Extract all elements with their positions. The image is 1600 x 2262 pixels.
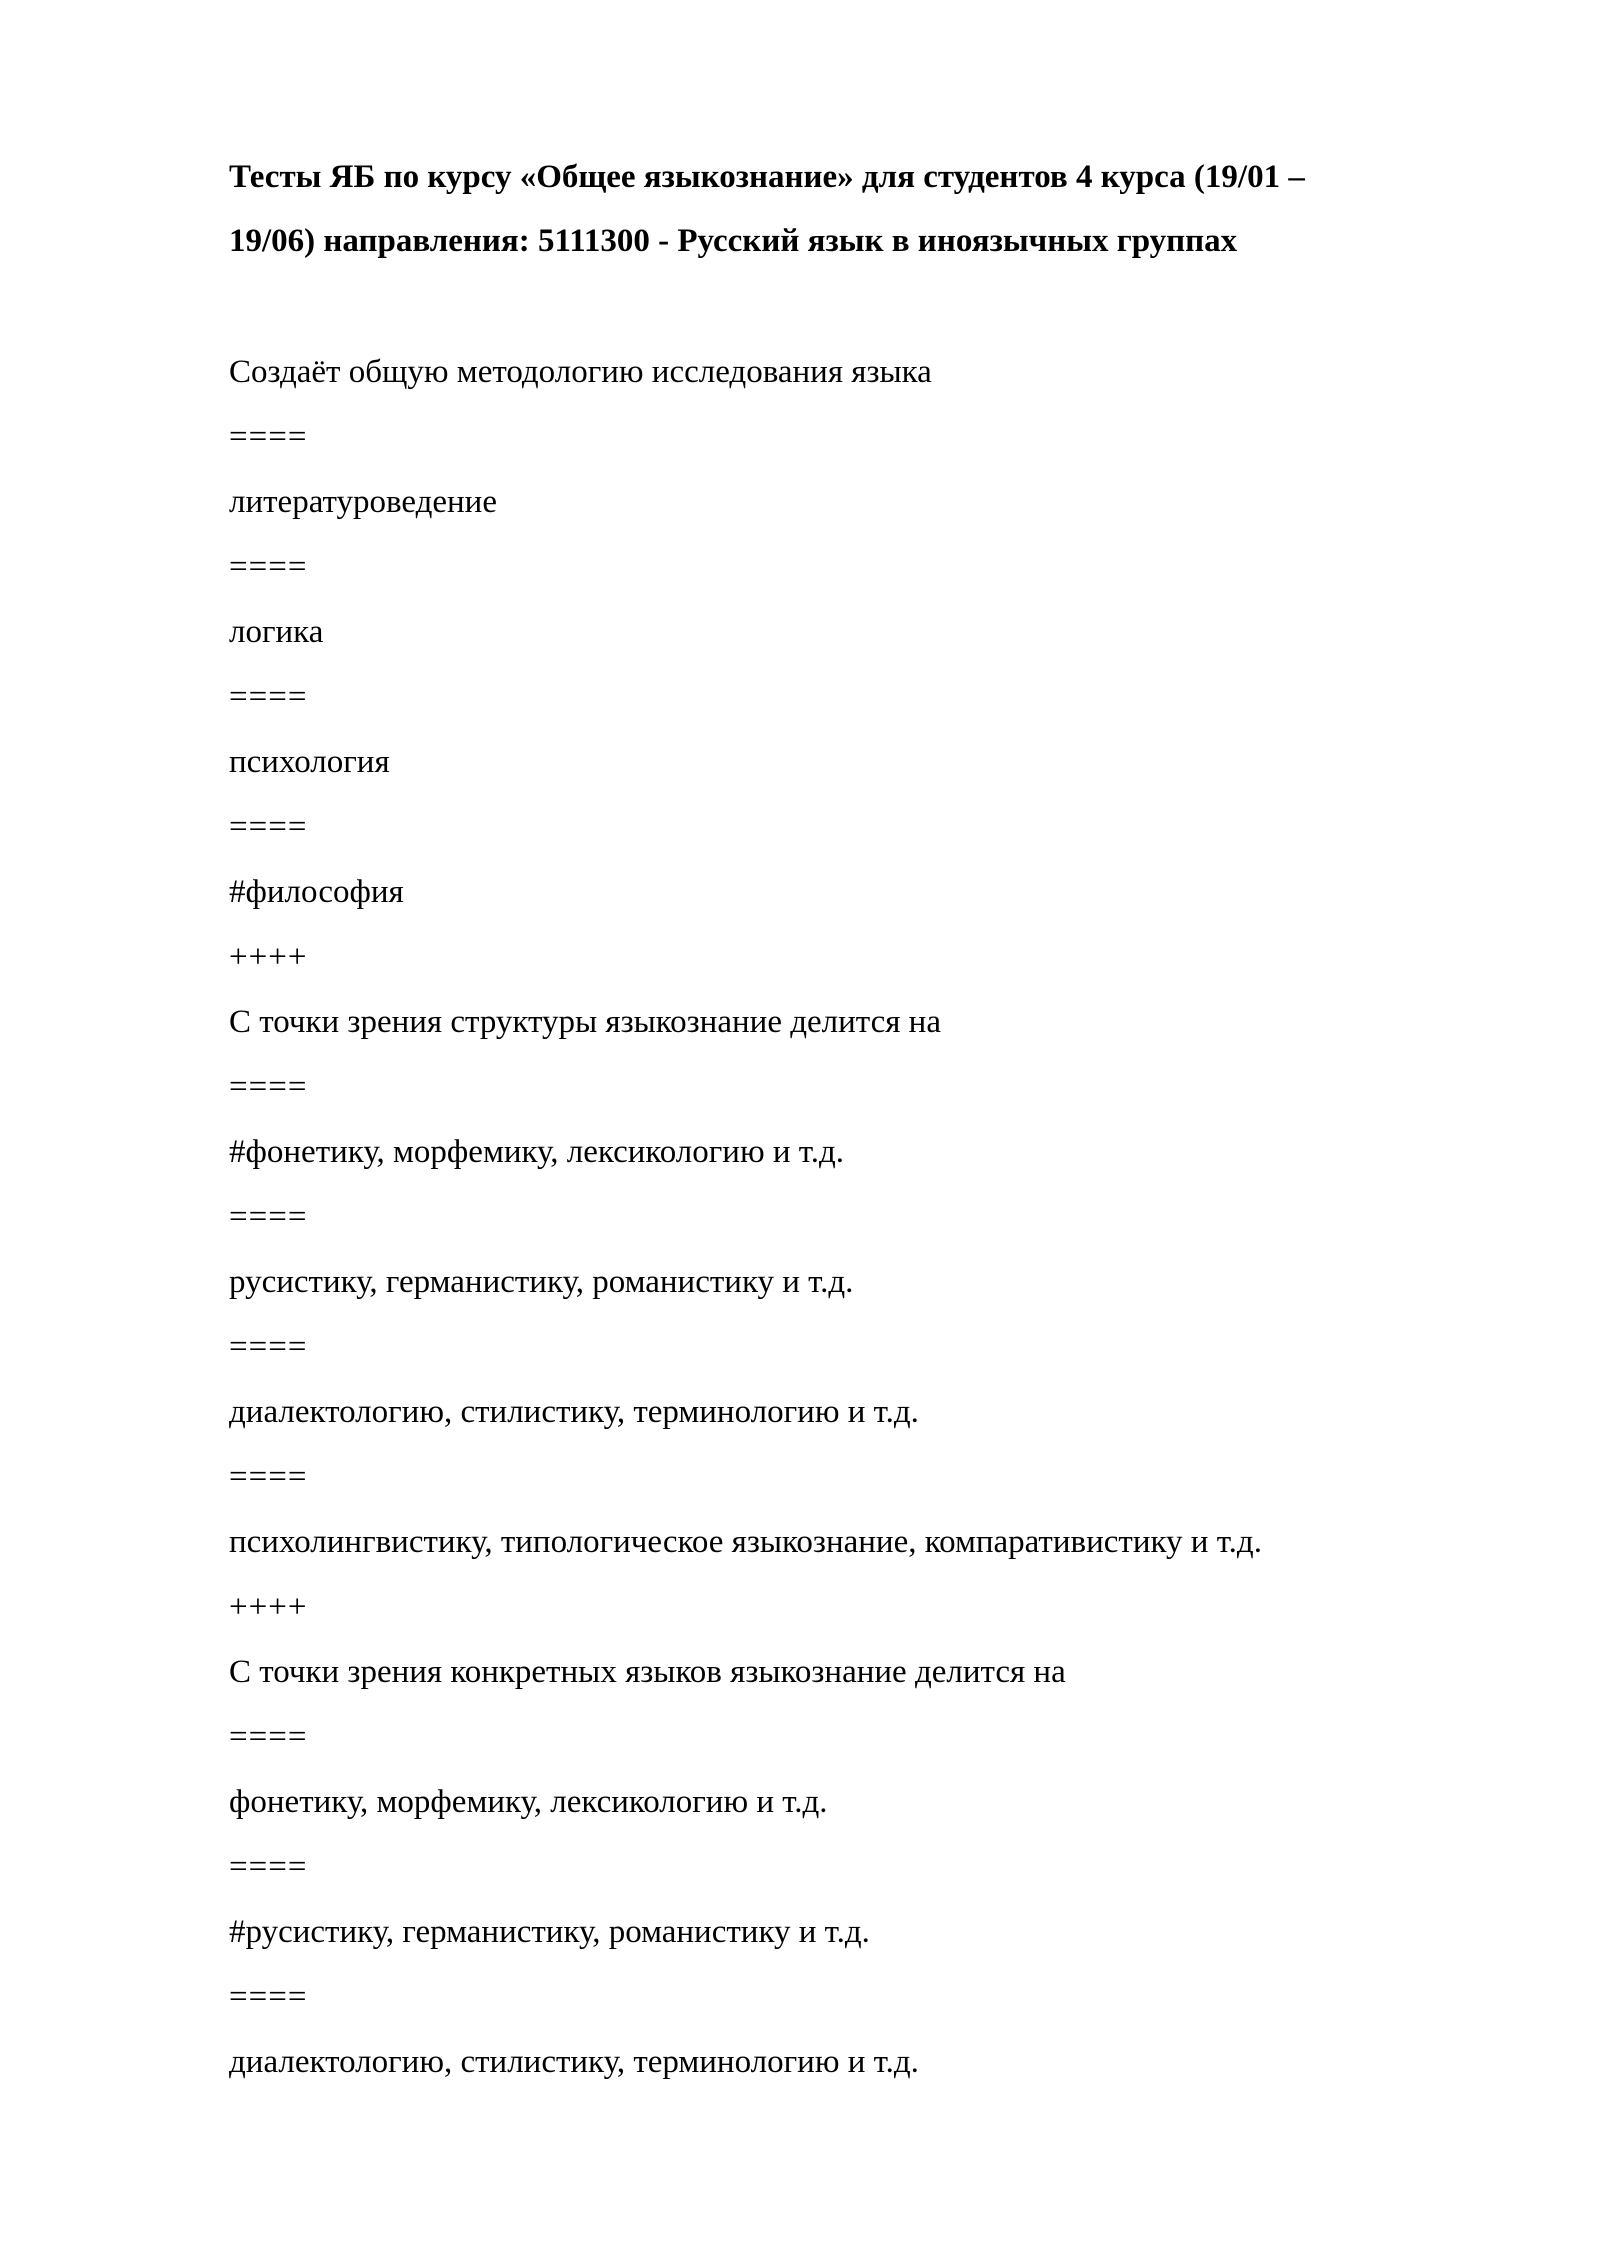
- title-line-1: Тесты ЯБ по курсу «Общее языкознание» для студентов 4 курса (19/01 –: [229, 159, 1305, 195]
- option-separator: ====: [229, 419, 308, 455]
- option-separator: ====: [229, 1459, 308, 1495]
- option-separator: ====: [229, 549, 308, 585]
- answer-option: психология: [229, 744, 390, 780]
- option-separator: ====: [229, 1069, 308, 1105]
- correct-answer-option: #философия: [229, 874, 404, 910]
- correct-answer-option: #русистику, германистику, романистику и т.д.: [229, 1914, 870, 1950]
- question-text: С точки зрения конкретных языков языкознание делится на: [229, 1654, 1066, 1690]
- answer-option: диалектологию, стилистику, терминологию и т.д.: [229, 1394, 919, 1430]
- answer-option: психолингвистику, типологическое языкознание, компаративистику и т.д.: [229, 1524, 1262, 1560]
- question-text: С точки зрения структуры языкознание делится на: [229, 1004, 941, 1040]
- answer-option: фонетику, морфемику, лексикологию и т.д.: [229, 1784, 828, 1820]
- answer-option: диалектологию, стилистику, терминологию и т.д.: [229, 2044, 919, 2080]
- test-content: [229, 340, 1529, 2095]
- document-title: [229, 145, 1529, 273]
- correct-answer-option: #фонетику, морфемику, лексикологию и т.д.: [229, 1134, 845, 1170]
- question-text: Создаёт общую методологию исследования языка: [229, 354, 932, 390]
- option-separator: ====: [229, 1719, 308, 1755]
- answer-option: логика: [229, 614, 324, 650]
- option-separator: ====: [229, 1199, 308, 1235]
- option-separator: ====: [229, 1979, 308, 2015]
- answer-option: русистику, германистику, романистику и т.д.: [229, 1264, 854, 1300]
- option-separator: ====: [229, 809, 308, 845]
- answer-option: литературоведение: [229, 484, 497, 520]
- option-separator: ====: [229, 679, 308, 715]
- title-line-2: 19/06) направления: 5111300 - Русский язык в иноязычных группах: [229, 223, 1238, 259]
- option-separator: ====: [229, 1849, 308, 1885]
- question-separator: ++++: [229, 939, 308, 975]
- option-separator: ====: [229, 1329, 308, 1365]
- question-separator: ++++: [229, 1589, 308, 1625]
